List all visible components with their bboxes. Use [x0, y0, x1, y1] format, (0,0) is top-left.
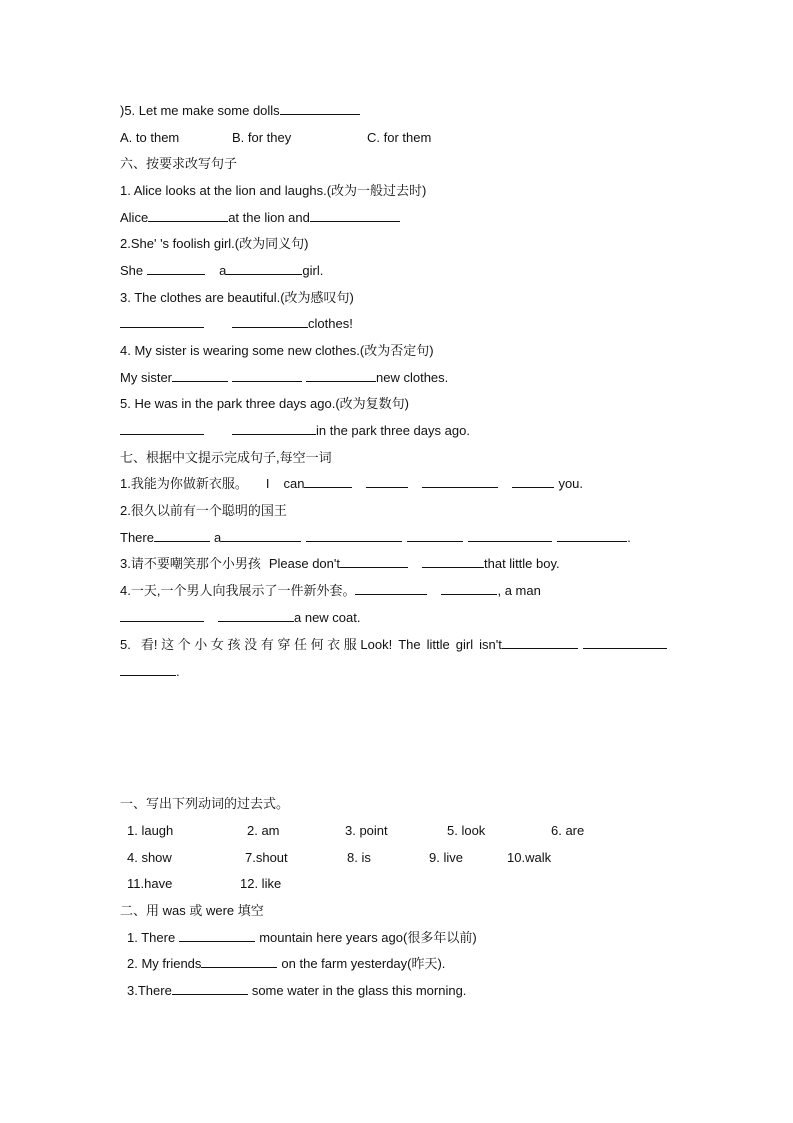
answer-text: girl. [302, 263, 324, 278]
section-1-title: 一、写出下列动词的过去式。 [120, 796, 290, 811]
question-text: some water in the glass this morning. [251, 983, 467, 998]
answer-blank[interactable] [422, 476, 498, 488]
question-text: mountain here years ago(很多年以前) [259, 930, 477, 945]
answer-blank[interactable] [154, 530, 210, 542]
answer-blank[interactable] [557, 530, 627, 542]
question-text: you. [558, 476, 584, 491]
answer-text: a new coat. [294, 610, 361, 625]
s7-q1 [120, 476, 583, 492]
answer-blank[interactable] [179, 930, 255, 942]
answer-blank[interactable] [172, 983, 248, 995]
answer-text: Alice [120, 210, 149, 225]
s6-q5: 5. He was in the park three days ago.(改为复数句) [120, 396, 410, 411]
answer-blank[interactable] [218, 610, 294, 622]
answer-text: My sister [120, 370, 172, 385]
question-text: Please don't [268, 556, 340, 571]
answer-blank[interactable] [583, 637, 667, 649]
question-text: can [283, 476, 305, 491]
answer-blank[interactable] [120, 423, 204, 435]
option-b: B. for they [232, 130, 292, 145]
s6-q3: 3. The clothes are beautiful.(改为感叹句) [120, 290, 354, 305]
answer-text: a [213, 530, 222, 545]
s7-q3 [120, 556, 560, 572]
s6-a1 [120, 210, 400, 226]
section-6-title: 六、按要求改写句子 [120, 156, 238, 171]
question-5-line [120, 103, 360, 119]
option-a: A. to them [120, 130, 180, 145]
answer-text: new clothes. [376, 370, 449, 385]
question-text: 1. There [127, 930, 176, 945]
option-c: C. for them [367, 130, 432, 145]
answer-blank[interactable] [201, 956, 277, 968]
verb-item: 7.shout [245, 850, 288, 865]
answer-blank[interactable] [232, 370, 302, 382]
answer-text: in the park three days ago. [316, 423, 470, 438]
answer-blank[interactable] [148, 210, 228, 222]
answer-blank[interactable] [502, 637, 578, 649]
answer-blank[interactable] [407, 530, 463, 542]
answer-blank[interactable] [120, 610, 204, 622]
s6-q2: 2.She' 's foolish girl.(改为同义句) [120, 236, 309, 251]
answer-blank[interactable] [172, 370, 228, 382]
s7-a4 [120, 610, 361, 626]
s6-a2 [120, 263, 323, 279]
s6-q1: 1. Alice looks at the lion and laughs.(改为一般过去时) [120, 183, 427, 198]
question-text: 4.一天,一个男人向我展示了一件新外套。 [120, 583, 356, 598]
answer-blank[interactable] [280, 103, 360, 115]
answer-blank[interactable] [441, 583, 497, 595]
question-5-text: )5. Let me make some dolls [120, 103, 280, 118]
answer-blank[interactable] [468, 530, 552, 542]
s2-q2 [127, 956, 445, 972]
question-text: , a man [497, 583, 541, 598]
answer-text: . [176, 664, 180, 679]
answer-text: clothes! [308, 316, 353, 331]
verb-item: 1. laugh [127, 823, 174, 838]
s7-q2: 2.很久以前有一个聪明的国王 [120, 503, 287, 518]
verb-item: 2. am [247, 823, 280, 838]
answer-blank[interactable] [340, 556, 408, 568]
answer-blank[interactable] [304, 476, 352, 488]
answer-blank[interactable] [306, 530, 402, 542]
verb-item: 10.walk [507, 850, 552, 865]
question-text: 2. My friends [127, 956, 202, 971]
s7-q4 [120, 583, 541, 599]
s6-a3 [120, 316, 353, 332]
answer-blank[interactable] [147, 263, 205, 275]
answer-blank[interactable] [232, 316, 308, 328]
answer-blank[interactable] [226, 263, 302, 275]
question-text: little [426, 637, 450, 652]
s7-q5 [120, 637, 667, 653]
answer-blank[interactable] [310, 210, 400, 222]
verb-item: 11.have [127, 876, 173, 891]
question-text: I [265, 476, 270, 491]
verb-item: 4. show [127, 850, 172, 865]
question-text: 5. [120, 637, 131, 652]
answer-text: a [219, 263, 227, 278]
question-text: that little boy. [484, 556, 560, 571]
question-text: on the farm yesterday(昨天). [281, 956, 446, 971]
s7-a2 [120, 530, 631, 546]
question-text: isn't [479, 637, 502, 652]
section-2-title: 二、用 was 或 were 填空 [120, 903, 264, 918]
s6-q4: 4. My sister is wearing some new clothes.(改为否定句) [120, 343, 434, 358]
answer-text: There [120, 530, 154, 545]
answer-text: . [627, 530, 631, 545]
answer-blank[interactable] [221, 530, 301, 542]
s6-a5 [120, 423, 470, 439]
question-text: 3.请不要嘲笑那个小男孩 [120, 556, 261, 571]
s2-q1 [127, 930, 477, 946]
answer-blank[interactable] [120, 316, 204, 328]
verb-item: 3. point [345, 823, 388, 838]
question-text: 1.我能为你做新衣服。 [120, 476, 248, 491]
answer-blank[interactable] [120, 664, 176, 676]
verb-item: 12. like [240, 876, 282, 891]
answer-text: at the lion and [228, 210, 310, 225]
answer-blank[interactable] [355, 583, 427, 595]
question-text: girl [455, 637, 474, 652]
answer-text: She [120, 263, 144, 278]
s7-a5 [120, 664, 180, 680]
answer-blank[interactable] [512, 476, 554, 488]
verb-item: 5. look [447, 823, 486, 838]
section-7-title: 七、根据中文提示完成句子,每空一词 [120, 450, 332, 465]
verb-item: 9. live [429, 850, 463, 865]
s6-a4 [120, 370, 448, 386]
s2-q3 [127, 983, 466, 999]
answer-blank[interactable] [306, 370, 376, 382]
question-text: The [398, 637, 421, 652]
verb-item: 8. is [347, 850, 371, 865]
question-text: 看! 这 个 小 女 孩 没 有 穿 任 何 衣 服 Look! [140, 637, 393, 652]
answer-blank[interactable] [232, 423, 316, 435]
question-text: 3.There [127, 983, 172, 998]
answer-blank[interactable] [366, 476, 408, 488]
answer-blank[interactable] [422, 556, 484, 568]
verb-item: 6. are [551, 823, 585, 838]
